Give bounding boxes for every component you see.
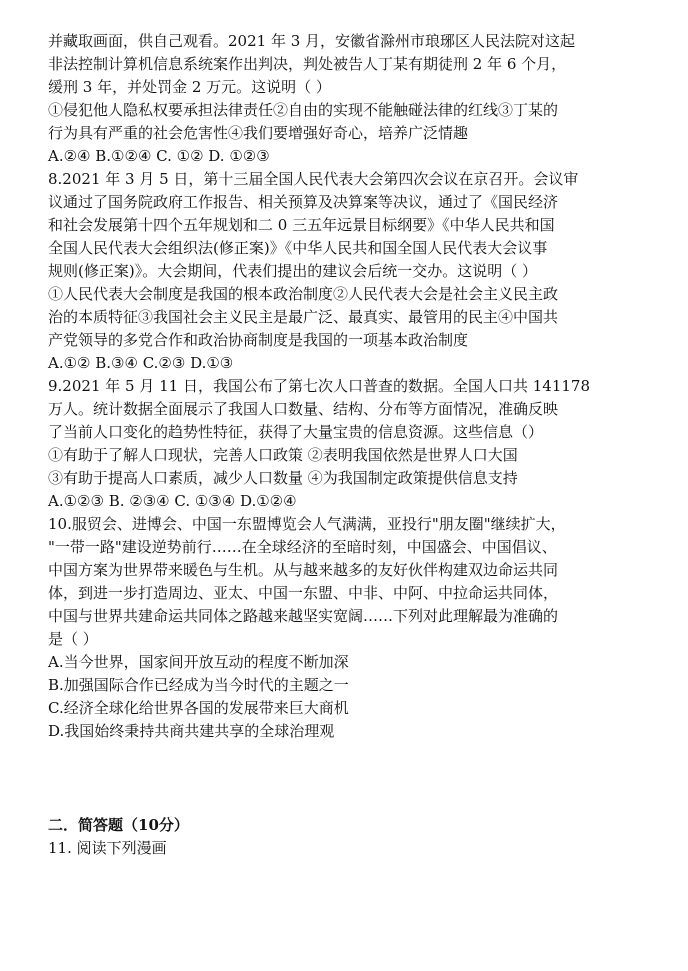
text-line: 规则(修正案)》。大会期间，代表们提出的建议会后统一交办。这说明（ ） bbox=[48, 262, 537, 280]
question-11: 11. 阅读下列漫画 bbox=[48, 839, 167, 857]
text-line: 非法控制计算机信息系统案作出判决，判处被告人丁某有期徒刑 2 年 6 个月， bbox=[48, 55, 567, 73]
text-line: "一带一路"建设逆势前行……在全球经济的至暗时刻，中国盛会、中国倡议、 bbox=[48, 538, 557, 556]
text-line: ①人民代表大会制度是我国的根本政治制度②人民代表大会是社会主义民主政 bbox=[48, 285, 559, 303]
section-title: 二．简答题（10分） bbox=[48, 816, 189, 834]
text-line: 中国与世界共建命运共同体之路越来越坚实宽阔……下列对此理解最为准确的 bbox=[48, 607, 559, 625]
question-8-start: 8.2021 年 3 月 5 日，第十三届全国人民代表大会第四次会议在京召开。会议审 bbox=[48, 170, 579, 188]
text-line: ①有助于了解人口现状，完善人口政策 ②表明我国依然是世界人口大国 bbox=[48, 446, 518, 464]
text-line: 并藏取画面，供自己观看。2021 年 3 月，安徽省滁州市琅琊区人民法院对这起 bbox=[48, 32, 576, 50]
option-a: A.当今世界，国家间开放互动的程度不断加深 bbox=[48, 653, 349, 671]
text-line: 产党领导的多党合作和政治协商制度是我国的一项基本政治制度 bbox=[48, 331, 469, 349]
question-10-start: 10.服贸会、进博会、中国一东盟博览会人气满满，亚投行"朋友圈"继续扩大， bbox=[48, 515, 566, 533]
option-b: B.加强国际合作已经成为当今时代的主题之一 bbox=[48, 676, 349, 694]
text-line: 和社会发展第十四个五年规划和二 0 三五年远景目标纲要》《中华人民共和国 bbox=[48, 216, 555, 234]
answer-options: A.①②③ B. ②③④ C. ①③④ D.①②④ bbox=[48, 492, 297, 510]
text-line: 行为具有严重的社会危害性④我们要增强好奇心，培养广泛情趣 bbox=[48, 124, 469, 142]
option-c: C.经济全球化给世界各国的发展带来巨大商机 bbox=[48, 699, 349, 717]
text-line: 体，到进一步打造周边、亚太、中国一东盟、中非、中阿、中拉命运共同体， bbox=[48, 584, 559, 602]
text-line: 是（ ） bbox=[48, 630, 98, 648]
answer-options: A.①② B.③④ C.②③ D.①③ bbox=[48, 354, 234, 372]
text-line: 了当前人口变化的趋势性特征，获得了大量宝贵的信息资源。这些信息（） bbox=[48, 423, 544, 441]
text-line: 议通过了国务院政府工作报告、相关预算及决算案等决议，通过了《国民经济 bbox=[48, 193, 559, 211]
text-line: 中国方案为世界带来暖色与生机。从与越来越多的友好伙伴构建双边命运共同 bbox=[48, 561, 559, 579]
text-line: 治的本质特征③我国社会主义民主是最广泛、最真实、最管用的民主④中国共 bbox=[48, 308, 559, 326]
spacer bbox=[48, 743, 652, 791]
text-line: 万人。统计数据全面展示了我国人口数量、结构、分布等方面情况，准确反映 bbox=[48, 400, 559, 418]
document-page bbox=[48, 30, 652, 860]
spacer bbox=[48, 791, 652, 814]
text-line: 缓刑 3 年，并处罚金 2 万元。这说明（ ） bbox=[48, 78, 331, 96]
question-9-start: 9.2021 年 5 月 11 日，我国公布了第七次人口普查的数据。全国人口共 141178 bbox=[48, 377, 590, 395]
option-d: D.我国始终秉持共商共建共享的全球治理观 bbox=[48, 722, 335, 740]
text-line: ①侵犯他人隐私权要承担法律责任②自由的实现不能触碰法律的红线③丁某的 bbox=[48, 101, 559, 119]
text-line: ③有助于提高人口素质，减少人口数量 ④为我国制定政策提供信息支持 bbox=[48, 469, 518, 487]
text-line: 全国人民代表大会组织法(修正案)》《中华人民共和国全国人民代表大会议事 bbox=[48, 239, 548, 257]
answer-options: A.②④ B.①②④ C. ①② D. ①②③ bbox=[48, 147, 270, 165]
